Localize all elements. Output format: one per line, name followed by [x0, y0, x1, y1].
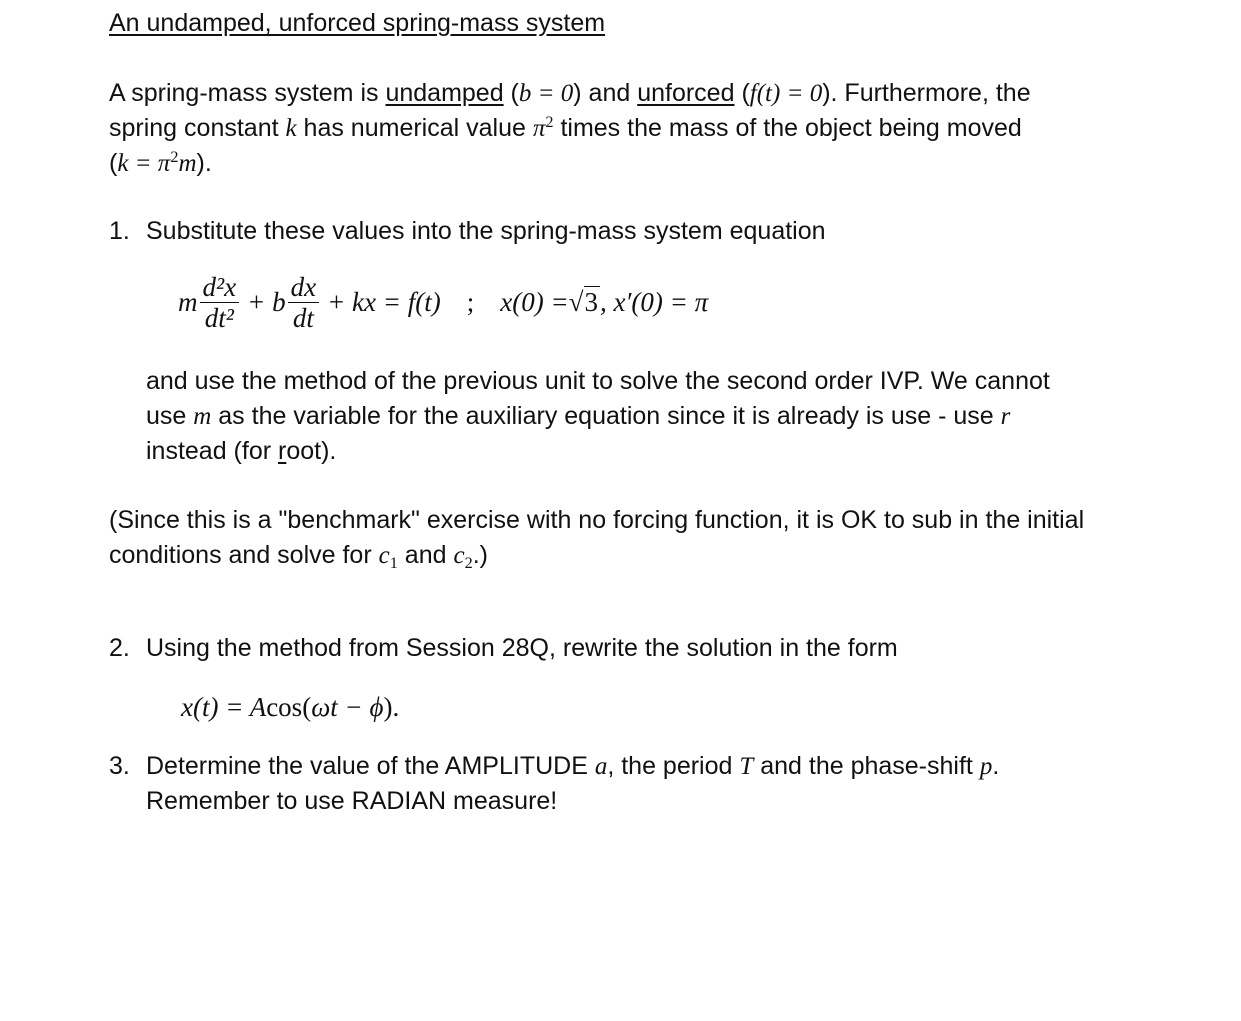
- b-equation: b = 0: [518, 80, 574, 107]
- exponent: 2: [545, 113, 554, 132]
- para-text: as the variable for the auxiliary equation since it is already is use - use: [211, 402, 1001, 430]
- spring-mass-equation: [178, 272, 708, 333]
- radical-sign: √: [568, 287, 584, 317]
- item-text: Determine the value of the AMPLITUDE: [146, 752, 595, 780]
- intro-text: spring constant: [109, 114, 286, 142]
- note-line-2: [109, 538, 488, 576]
- intro-line-3: [109, 146, 212, 184]
- eq-cos: cos(: [266, 692, 312, 722]
- item-1-para-line-2: [146, 399, 1010, 434]
- note-text: and: [397, 541, 454, 569]
- item-1-number: 1.: [109, 217, 130, 245]
- subscript: 2: [464, 553, 473, 572]
- intro-text: times the mass of the object being moved: [553, 114, 1022, 142]
- intro-text: (: [734, 79, 750, 107]
- radicand: 3: [584, 287, 598, 317]
- amplitude-symbol: a: [594, 753, 608, 780]
- initial-condition-position: x(0) =: [500, 287, 569, 317]
- eq-argument: ωt − ϕ: [311, 692, 384, 722]
- intro-text: ). Furthermore, the: [822, 79, 1031, 107]
- sqrt-three: [569, 285, 600, 320]
- eq-amplitude: = A: [218, 692, 267, 722]
- intro-text: A spring-mass system is: [109, 79, 386, 107]
- eq-lhs: x(t): [181, 692, 219, 722]
- intro-line-2: [109, 111, 1022, 149]
- item-3-line-1: [146, 749, 999, 784]
- fraction-numerator: dx: [288, 272, 319, 303]
- item-text: .: [992, 752, 1000, 780]
- item-2-text: Using the method from Session 28Q, rewrite the solution in the form: [146, 634, 898, 662]
- item-text: , the period: [607, 752, 740, 780]
- k-equation: k = π: [117, 150, 171, 177]
- amplitude-phase-form: [181, 690, 399, 725]
- eq-spring-term: + kx = f(t): [327, 287, 441, 317]
- para-text: oot).: [286, 437, 337, 465]
- item-2-number: 2.: [109, 634, 130, 662]
- pi-symbol: π: [532, 115, 546, 142]
- initial-condition-velocity: , x′(0) = π: [600, 287, 709, 317]
- item-3-number: 3.: [109, 752, 130, 780]
- c-symbol: c: [453, 542, 465, 569]
- para-text: instead (for: [146, 437, 279, 465]
- c-symbol: c: [378, 542, 390, 569]
- subscript: 1: [389, 553, 398, 572]
- item-1-para-line-3: [146, 434, 336, 469]
- intro-text: (: [109, 149, 118, 177]
- item-text: and the phase-shift: [753, 752, 980, 780]
- intro-text: (: [503, 79, 519, 107]
- intro-text: ).: [196, 149, 212, 177]
- eq-damping-term: + b: [247, 287, 286, 317]
- m-symbol: m: [193, 403, 212, 430]
- second-derivative-fraction: [200, 272, 240, 333]
- item-1-text: Substitute these values into the spring-mass system equation: [146, 217, 826, 245]
- note-text: .): [472, 541, 488, 569]
- fraction-denominator: dt²: [204, 303, 234, 333]
- note-text: conditions and solve for: [109, 541, 379, 569]
- para-text: use: [146, 402, 194, 430]
- f-equation: f(t) = 0: [749, 80, 823, 107]
- undamped-term: undamped: [385, 79, 504, 107]
- fraction-numerator: d²x: [200, 272, 240, 303]
- item-1-para-line-1: and use the method of the previous unit to solve the second order IVP. We cannot: [146, 367, 1050, 395]
- intro-text: has numerical value: [296, 114, 533, 142]
- k-symbol: k: [285, 115, 297, 142]
- r-symbol: r: [1000, 403, 1011, 430]
- intro-text: ) and: [573, 79, 638, 107]
- intro-line-1: [109, 76, 1031, 111]
- unforced-term: unforced: [637, 79, 735, 107]
- eq-mass: m: [178, 287, 198, 317]
- exponent: 2: [170, 148, 179, 167]
- title-text: An undamped, unforced spring-mass system: [109, 9, 606, 37]
- item-3-line-2: Remember to use RADIAN measure!: [146, 787, 558, 815]
- first-derivative-fraction: [288, 272, 319, 333]
- phase-symbol: p: [979, 753, 993, 780]
- fraction-denominator: dt: [292, 303, 314, 333]
- note-line-1: (Since this is a "benchmark" exercise with no forcing function, it is OK to sub in the initial: [109, 506, 1085, 534]
- eq-close: ).: [383, 692, 400, 722]
- eq-separator: ;: [466, 287, 475, 317]
- period-symbol: T: [739, 753, 754, 780]
- page-title: [109, 6, 605, 41]
- m-symbol: m: [178, 150, 197, 177]
- root-letter: r: [278, 437, 287, 465]
